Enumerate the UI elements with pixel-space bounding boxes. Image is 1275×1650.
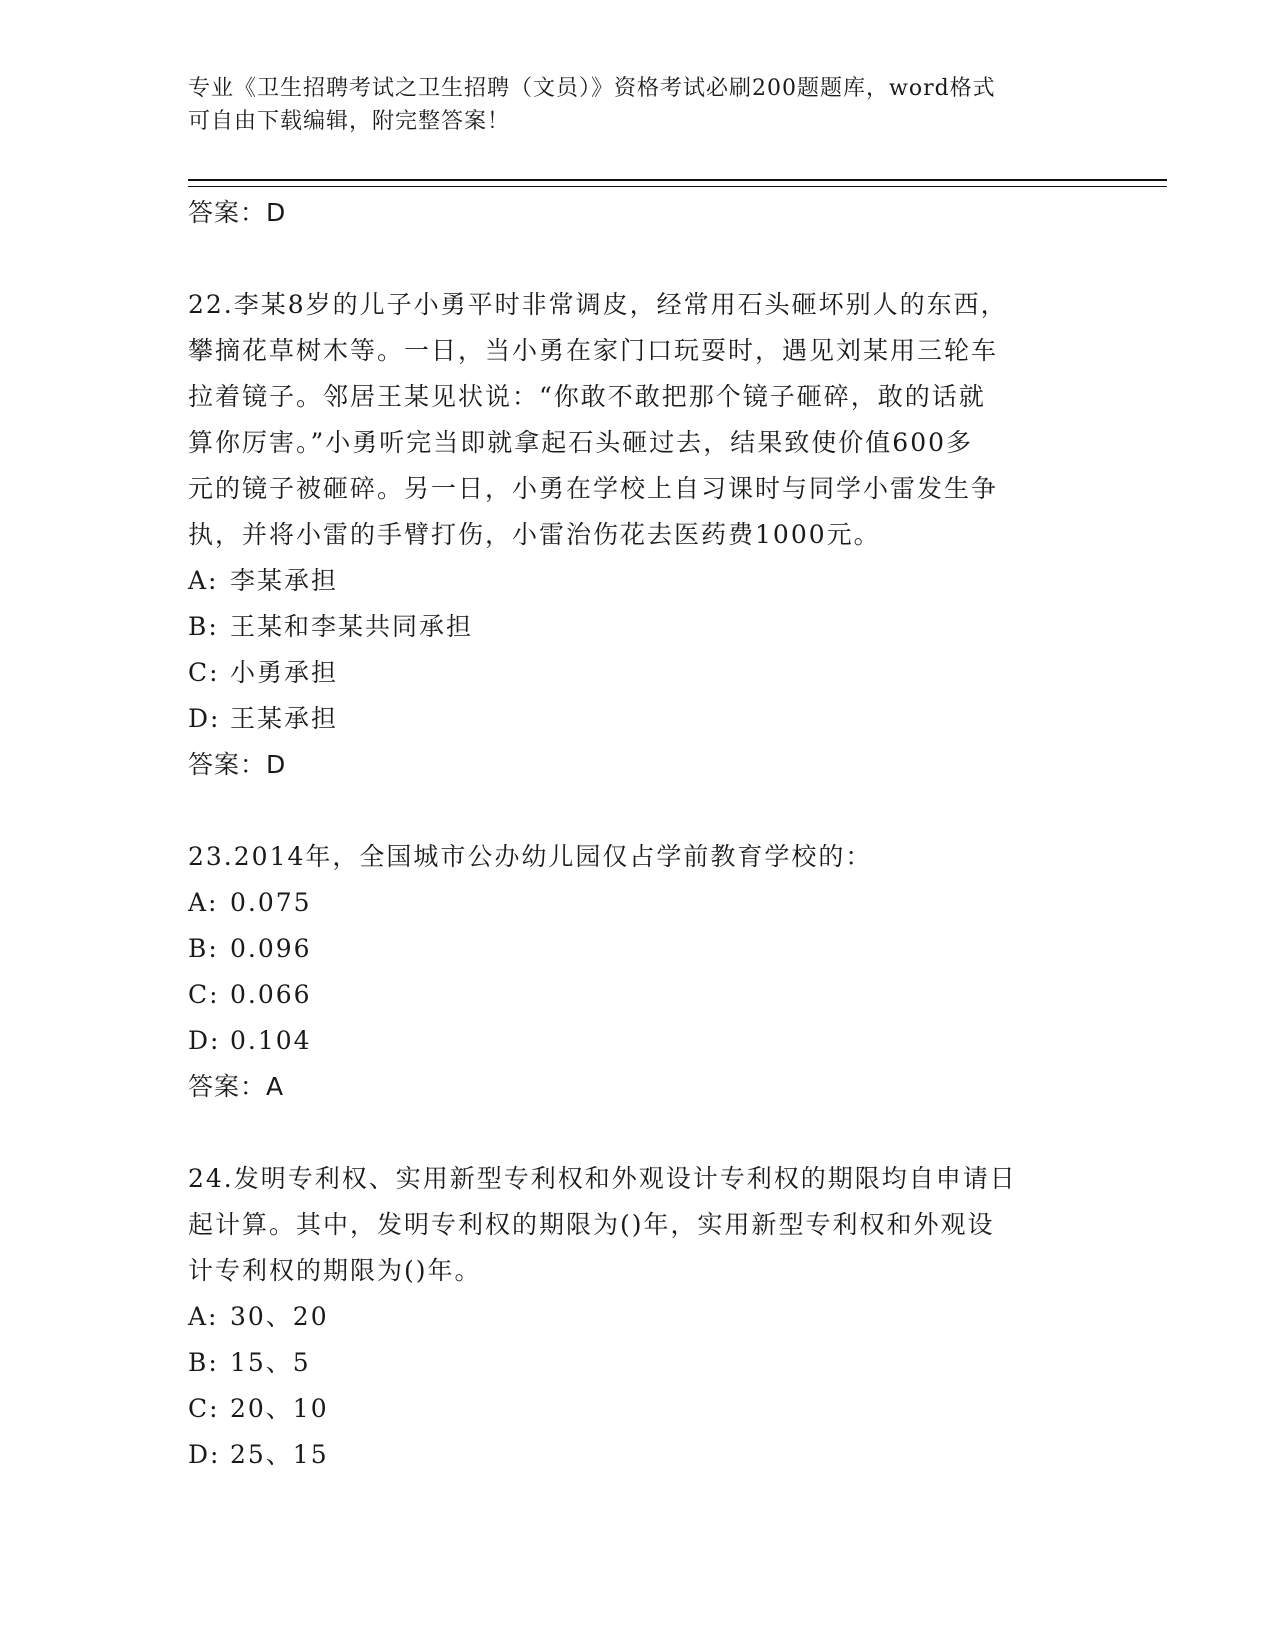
stem-line	[188, 282, 1088, 328]
option-c	[188, 1386, 1088, 1432]
answer-line	[188, 190, 1088, 236]
option-text: 0.096	[230, 934, 312, 963]
answer-value: D	[266, 198, 287, 227]
question-23	[188, 834, 1088, 1110]
question-22	[188, 282, 1088, 788]
stem-line: 计专利权的期限为()年。	[188, 1256, 482, 1285]
option-text: 李某承担	[230, 566, 339, 595]
stem-line: 算你厉害。”小勇听完当即就拿起石头砸过去，结果致使价值600多	[188, 428, 974, 457]
header-divider	[188, 179, 1167, 187]
question-stem	[188, 282, 1088, 558]
option-text: 0.104	[230, 1026, 312, 1055]
option-text: 0.066	[230, 980, 312, 1009]
stem-text: 2014年，全国城市公办幼儿园仅占学前教育学校的：	[233, 842, 873, 871]
option-d	[188, 696, 1088, 742]
answer-prefix: 答案：	[188, 750, 267, 779]
option-key: D:	[188, 1026, 221, 1055]
option-key: D:	[188, 1440, 221, 1469]
option-key: A:	[188, 566, 219, 595]
spacer	[188, 236, 1088, 282]
option-b	[188, 604, 1088, 650]
question-stem	[188, 834, 1088, 880]
option-key: B:	[188, 612, 219, 641]
option-a	[188, 1294, 1088, 1340]
spacer	[188, 788, 1088, 834]
option-key: A:	[188, 1302, 219, 1331]
stem-text: 李某8岁的儿子小勇平时非常调皮，经常用石头砸坏别人的东西，	[233, 290, 1008, 319]
option-b	[188, 926, 1088, 972]
option-b	[188, 1340, 1088, 1386]
question-number: 24.	[188, 1164, 234, 1193]
option-text: 30、20	[230, 1302, 329, 1331]
stem-line: 起计算。其中，发明专利权的期限为()年，实用新型专利权和外观设	[188, 1210, 995, 1239]
stem-line: 攀摘花草树木等。一日，当小勇在家门口玩耍时，遇见刘某用三轮车	[188, 336, 999, 365]
answer-value: A	[266, 1072, 285, 1101]
answer-value: D	[266, 750, 287, 779]
question-content	[188, 190, 1088, 1478]
answer-prefix: 答案：	[188, 1072, 267, 1101]
question-number: 23.	[188, 842, 234, 871]
answer-line	[188, 742, 1088, 788]
document-header	[188, 72, 1088, 138]
stem-line: 拉着镜子。邻居王某见状说：“你敢不敢把那个镜子砸碎，敢的话就	[188, 382, 986, 411]
option-c	[188, 650, 1088, 696]
option-text: 王某和李某共同承担	[230, 612, 474, 641]
stem-line	[188, 1156, 1088, 1202]
stem-line: 执，并将小雷的手臂打伤，小雷治伤花去医药费1000元。	[188, 520, 881, 549]
answer-line	[188, 1064, 1088, 1110]
option-d	[188, 1018, 1088, 1064]
header-line-2: 可自由下载编辑，附完整答案！	[188, 109, 511, 134]
option-key: D:	[188, 704, 221, 733]
option-text: 25、15	[230, 1440, 329, 1469]
option-a	[188, 558, 1088, 604]
option-a	[188, 880, 1088, 926]
stem-line	[188, 834, 1088, 880]
option-text: 20、10	[230, 1394, 329, 1423]
option-key: B:	[188, 934, 219, 963]
option-key: A:	[188, 888, 219, 917]
spacer	[188, 1110, 1088, 1156]
answer-prefix: 答案：	[188, 198, 267, 227]
question-number: 22.	[188, 290, 234, 319]
option-text: 小勇承担	[230, 658, 339, 687]
option-d	[188, 1432, 1088, 1478]
option-text: 王某承担	[230, 704, 339, 733]
option-key: C:	[188, 658, 220, 687]
stem-text: 发明专利权、实用新型专利权和外观设计专利权的期限均自申请日	[233, 1164, 1017, 1193]
option-key: C:	[188, 1394, 220, 1423]
header-line-1: 专业《卫生招聘考试之卫生招聘（文员）》资格考试必刷200题题库，word格式	[188, 76, 996, 101]
stem-line: 元的镜子被砸碎。另一日，小勇在学校上自习课时与同学小雷发生争	[188, 474, 999, 503]
option-key: B:	[188, 1348, 219, 1377]
option-text: 15、5	[230, 1348, 311, 1377]
option-key: C:	[188, 980, 220, 1009]
question-24	[188, 1156, 1088, 1478]
option-c	[188, 972, 1088, 1018]
question-stem	[188, 1156, 1088, 1294]
option-text: 0.075	[230, 888, 312, 917]
